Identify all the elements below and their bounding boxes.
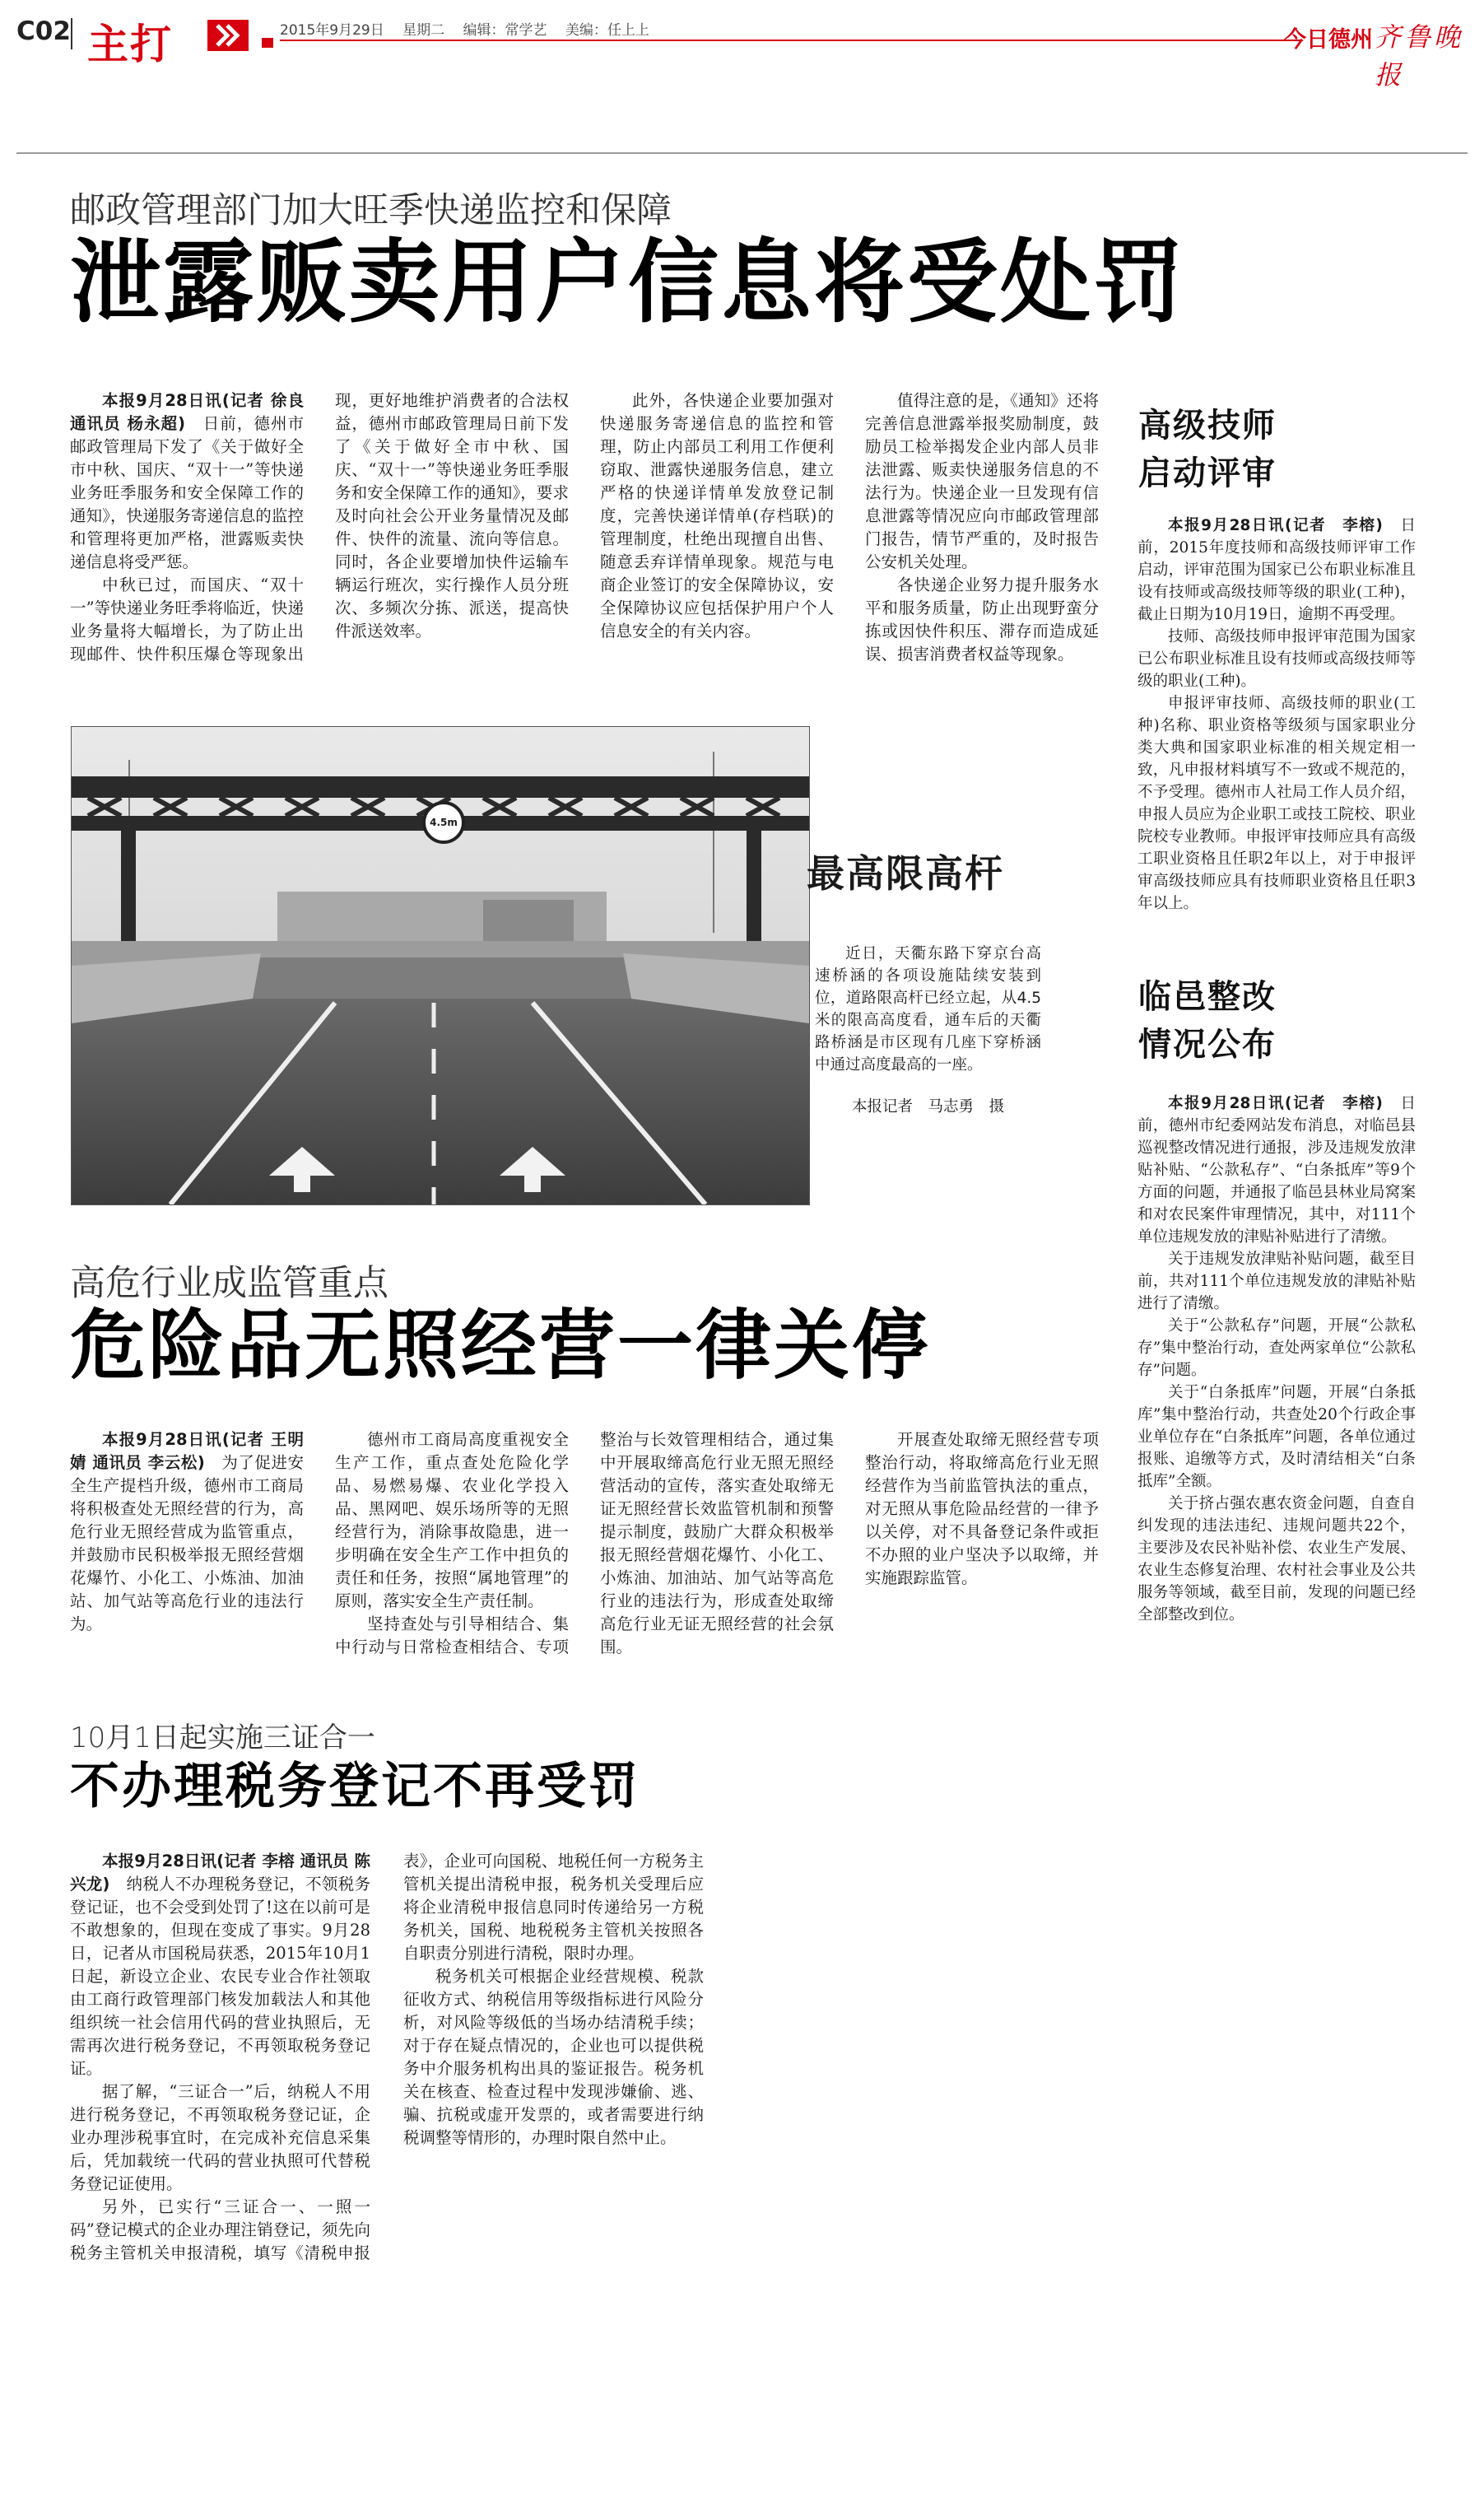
side2-title-line2: 情况公布 (1138, 1026, 1277, 1064)
photo-credit: 本报记者 马志勇 摄 (852, 1098, 1005, 1116)
article2-kicker: 高危行业成监管重点 (70, 1263, 388, 1304)
side1-para: 技师、高级技师申报评审范围为国家已公布职业标准且设有技师或高级技师等级的职业(工种)。 (1137, 628, 1416, 690)
article1-para: 日前，德州市邮政管理局下发了《关于做好全市中秋、国庆、“双十一”等快递业务旺季服务和安全保障工作的通知》，快递服务寄递信息的监控和管理将更加严格，泄露贩卖快递信息将受严惩。 (70, 414, 304, 571)
side1-title (1138, 402, 1277, 497)
section-right-label: 今日德州 (1284, 27, 1373, 53)
side2-para: 关于违规发放津贴补贴问题，截至目前，共对111个单位违规发放的津贴补贴进行了清缴。 (1137, 1251, 1416, 1312)
header-divider (71, 18, 72, 49)
article2-para: 开展查处取缔无照经营专项整治行动，将取缔高危行业无照经营作为当前监管执法的重点，对无照从事危险品经营的一律予以关停，对不具备登记条件或拒不办照的业户坚决予以取缔，并实施跟踪监管。 (865, 1430, 1099, 1587)
article2-title: 危险品无照经营一律关停 (70, 1302, 931, 1390)
header-bottom-rule (16, 152, 1468, 154)
article2-byline: 本报9月28日讯(记者 王明婧 通讯员 李云松) (70, 1430, 304, 1472)
article2-para: 为了促进安全生产提档升级，德州市工商局将积极查处无照经营的行为，高危行业无照经营成为监管重点，并鼓励市民积极举报无照经营烟花爆竹、小化工、小炼油、加油站、加气站等高危行业的违法行为。 (70, 1453, 304, 1633)
header-red-bar (262, 38, 273, 48)
side1-title-line1: 高级技师 (1138, 407, 1277, 445)
photo-title: 最高限高杆 (807, 851, 1004, 896)
article1-para: 此外，各快递企业要加强对快递服务寄递信息的监控和管理，防止内部员工利用工作便利窃取、泄露快递服务信息，建立严格的快递详情单发放登记制度，完善快递详情单(存档联)的管理制度，杜绝出现擅自出售、随意丢弃详情单现象。规范与电商企业签订的安全保障协议，安全保障协议应包括保护用户个人信息安全的有关内容。 (600, 391, 834, 641)
article3-kicker: 10月1日起实施三证合一 (70, 1721, 375, 1754)
header-designer: 美编：任上上 (565, 22, 649, 39)
side2-body (1137, 1092, 1416, 1626)
section-title: 主打 (87, 21, 173, 68)
header-date: 2015年9月29日 (280, 22, 384, 39)
article3-para: 另外，已实行“三证合一、一照一码”登记模式的企业办理注销登记，须先向税务主管机关申报清税，填写《清税申报表》，企业可向国税、地税任何一方税务主管机关提出清税申报，税务机关受理后应将企业清税申报信息同时传递给另一方税务机关，国税、地税税务主管机关按照各自职责分别进行清税，限时办理。 (70, 1852, 704, 2262)
side2-para: 关于挤占强农惠农资金问题，自查自纠发现的违法违纪、违规问题共22个，主要涉及农民补贴补偿、农业生产发展、农业生态修复治理、农村社会事业及公共服务等领域，截至目前，发现的问题已经全部整改到位。 (1137, 1495, 1416, 1624)
article3-body (70, 1850, 704, 2270)
article3-title: 不办理税务登记不再受罚 (70, 1758, 640, 1815)
article1-para: 中秋已过，而国庆、“双十一”等快递业务旺季将临近，快递业务量将大幅增长，为了防止出现邮件、快件积压爆仓等现象出现，更好地维护消费者的合法权益，德州市邮政管理局日前下发了《关于做好全市中秋、国庆、“双十一”等快递业务旺季服务和安全保障工作的通知》，要求及时向社会公开业务量情况及邮件、快件的流量、流向等信息。同时，各企业要增加快件运输车辆运行班次，实行操作人员分班次、多频次分拣、派送，提高快件派送效率。 (70, 391, 569, 664)
side2-para: 日前，德州市纪委网站发布消息，对临邑县巡视整改情况进行通报，涉及违规发放津贴补贴、“公款私存”、“白条抵库”等9个方面的问题，并通报了临邑县林业局窝案和对农民案件审理情况，其中，对111个单位违规发放的津贴补贴进行了清缴。 (1137, 1095, 1416, 1246)
article3-byline: 本报9月28日讯(记者 李榕 通讯员 陈兴龙) (70, 1852, 370, 1894)
header-editor: 编辑：常学艺 (463, 22, 547, 39)
article1-para: 各快递企业努力提升服务水平和服务质量，防止出现野蛮分拣或因快件积压、滞存而造成延误、损害消费者权益等现象。 (865, 575, 1099, 664)
height-limit-sign (422, 801, 465, 844)
article3-para: 纳税人不办理税务登记，不领税务登记证，也不会受到处罚了!这在以前可是不敢想象的，但现在变成了事实。9月28日，记者从市国税局获悉，2015年10月1日起，新设立企业、农民专业合作社领取由工商行政管理部门核发加载法人和其他组织统一社会信用代码的营业执照后，无需再次进行税务登记，不再领取税务登记证。 (70, 1875, 370, 2078)
header-thin-rule (280, 40, 1300, 41)
article1-byline: 本报9月28日讯(记者 徐良 通讯员 杨永超) (70, 391, 304, 433)
article3-para: 税务机关可根据企业经营规模、税款征收方式、纳税信用等级指标进行风险分析，对风险等级低的当场办结清税手续；对于存在疑点情况的，企业也可以提供税务中介服务机构出具的鉴证报告。税务机关在核查、检查过程中发现涉嫌偷、逃、骗、抗税或虚开发票的，或者需要进行纳税调整等情形的，办理时限自然中止。 (403, 1967, 704, 2147)
article1-kicker: 邮政管理部门加大旺季快递监控和保障 (70, 190, 672, 231)
side2-title (1138, 973, 1277, 1069)
photo-caption-text: 近日，天衢东路下穿京台高速桥涵的各项设施陆续安装到位，道路限高杆已经立起，从4.5米的限高高度看，通车后的天衢路桥涵是市区现有几座下穿桥涵中通过高度最高的一座。 (815, 945, 1041, 1074)
section-chevron-icon (207, 20, 249, 51)
photo-caption (815, 943, 1041, 1076)
header-meta (280, 18, 649, 39)
bridge-photo (71, 726, 810, 1205)
side2-para: 关于“公款私存”问题，开展“公款私存”集中整治行动，查处两家单位“公款私存”问题。 (1137, 1317, 1416, 1379)
side1-title-line2: 启动评审 (1138, 454, 1277, 492)
side1-para: 申报评审技师、高级技师的职业(工种)名称、职业资格等级须与国家职业分类大典和国家职业标准的相关规定相一致，凡申报材料填写不一致或不规范的，不予受理。德州市人社局工作人员介绍，申报人员应为企业职工或技工院校、职业院校专业教师。申报评审技师应具有高级工职业资格且任职2年以上，对于申报评审高级技师应具有技师职业资格且任职3年以上。 (1137, 695, 1416, 912)
article1-body (70, 389, 1099, 678)
article3-para: 据了解，“三证合一”后，纳税人不用进行税务登记，不再领取税务登记证，企业办理涉税事宜时，在完成补充信息采集后，凭加载统一代码的营业执照可代替税务登记证使用。 (70, 2082, 370, 2193)
side1-byline: 本报9月28日讯(记者 李榕) (1168, 517, 1383, 534)
page-code: C02 (16, 16, 71, 46)
height-limit-sign-text: 4.5m (430, 817, 458, 828)
side2-para: 关于“白条抵库”问题，开展“白条抵库”集中整治行动，共查处20个行政企事业单位存在“白条抵库”问题，各单位通过报账、追缴等方式，及时清结相关“白条抵库”全额。 (1137, 1384, 1416, 1490)
article2-para: 德州市工商局高度重视安全生产工作，重点查处危险化学品、易燃易爆、农业化学投入品、黑网吧、娱乐场所等的无照经营行为，消除事故隐患，进一步明确在安全生产工作中担负的责任和任务，按照“属地管理”的原则，落实安全生产责任制。 (335, 1430, 569, 1610)
article2-body (70, 1428, 1099, 1659)
brand-logo: 齐鲁晚报 (1375, 21, 1464, 91)
header-weekday: 星期二 (402, 22, 445, 39)
side2-title-line1: 临邑整改 (1138, 978, 1277, 1016)
side1-para: 日前，2015年度技师和高级技师评审工作启动，评审范围为国家已公布职业标准且设有技师或高级技师等级的职业(工种)，截止日期为10月19日，逾期不再受理。 (1137, 517, 1416, 623)
side2-byline: 本报9月28日讯(记者 李榕) (1168, 1095, 1383, 1112)
article2-para: 坚持查处与引导相结合、集中行动与日常检查相结合、专项整治与长效管理相结合，通过集中开展取缔高危行业无照无照经营活动的宣传，落实查处取缔无证无照经营长效监管机制和预警提示制度，鼓励广大群众积极举报无照经营烟花爆竹、小化工、小炼油、加油站、加气站等高危行业的违法行为，形成查处取缔高危行业无证无照经营的社会氛围。 (335, 1430, 834, 1656)
article1-title: 泄露贩卖用户信息将受处罚 (70, 230, 1186, 335)
article1-para: 值得注意的是，《通知》还将完善信息泄露举报奖励制度，鼓励员工检举揭发企业内部人员非法泄露、贩卖快递服务信息的不法行为。快递企业一旦发现有信息泄露等情况应向市邮政管理部门报告，情节严重的，及时报告公安机关处理。 (865, 391, 1099, 571)
side1-body (1137, 515, 1416, 915)
